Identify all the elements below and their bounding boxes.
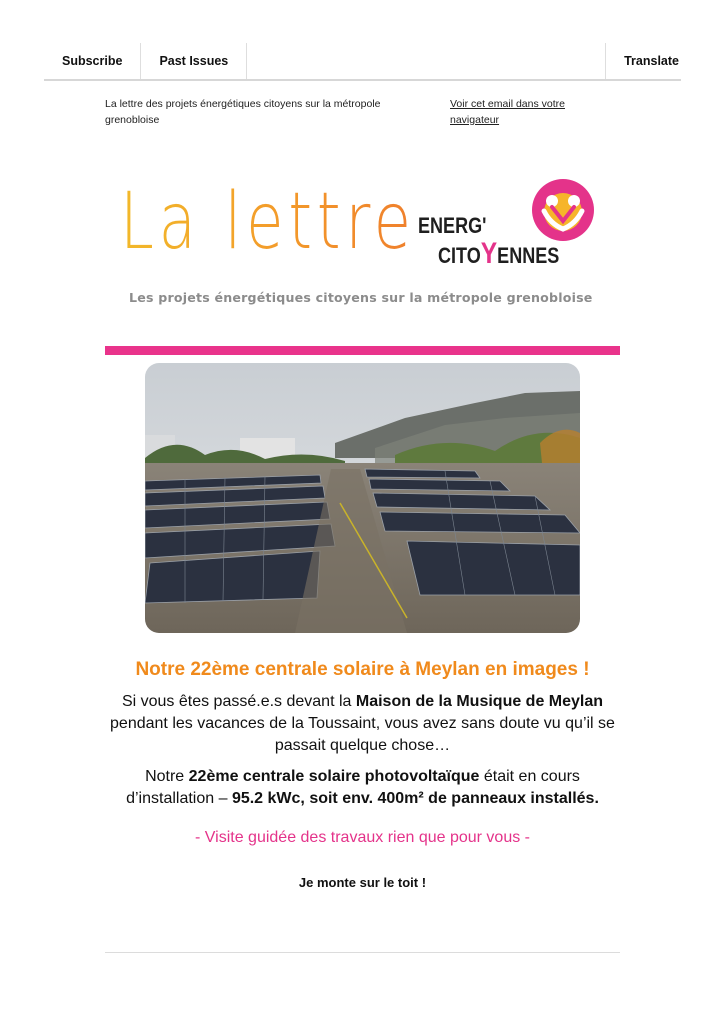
p1-text-a: Si vous êtes passé.e.s devant la xyxy=(121,693,356,710)
translate-link[interactable]: Translate xyxy=(605,43,681,79)
p1-text-b: pendant les vacances de la Toussaint, vous avez sans doute vu qu’il se passait quelque chose… xyxy=(110,715,615,754)
guided-visit-text: - Visite guidée des travaux rien que pour vous - xyxy=(194,829,530,846)
logo-cito-part: CITO xyxy=(438,243,481,268)
roof-tour-link[interactable]: Je monte sur le toit ! xyxy=(298,875,427,890)
nav-spacer xyxy=(247,43,605,79)
p1-bold-venue: Maison de la Musique de Meylan xyxy=(355,693,604,710)
logo-ennes-part: ENNES xyxy=(497,243,560,268)
logo-citoyennes-text xyxy=(438,237,560,270)
solar-roof-photo xyxy=(145,363,580,633)
p2-bold-capacity: 95.2 kWc, soit env. 400m² de panneaux installés. xyxy=(231,790,599,807)
top-nav-bar xyxy=(44,43,681,81)
p2-text-a: Notre xyxy=(145,768,189,785)
logo-title: La lettre xyxy=(120,172,416,272)
article-paragraph-2 xyxy=(105,766,620,810)
article-section xyxy=(105,657,620,892)
article-paragraph-1 xyxy=(105,691,620,757)
past-issues-link[interactable]: Past Issues xyxy=(141,43,247,79)
p2-text-b: était en cours d’installation – xyxy=(126,768,580,807)
logo-tagline: Les projets énergétiques citoyens sur la métropole grenobloise xyxy=(129,290,593,305)
logo-energ-text: ENERG' xyxy=(418,213,487,238)
logo-y-letter: Y xyxy=(480,237,498,270)
pink-divider xyxy=(105,346,620,355)
preheader xyxy=(105,96,585,128)
p2-bold-plant: 22ème centrale solaire photovoltaïque xyxy=(188,768,480,785)
article-headline: Notre 22ème centrale solaire à Meylan en images ! xyxy=(135,659,590,680)
newsletter-logo xyxy=(120,172,600,314)
view-in-browser-link[interactable]: Voir cet email dans votre navigateur xyxy=(450,98,565,126)
energ-citoyennes-emblem-icon xyxy=(530,177,596,243)
subscribe-link[interactable]: Subscribe xyxy=(44,43,141,79)
preheader-intro-text: La lettre des projets énergétiques citoyens sur la métropole grenobloise xyxy=(105,98,381,126)
bottom-divider xyxy=(105,952,620,953)
